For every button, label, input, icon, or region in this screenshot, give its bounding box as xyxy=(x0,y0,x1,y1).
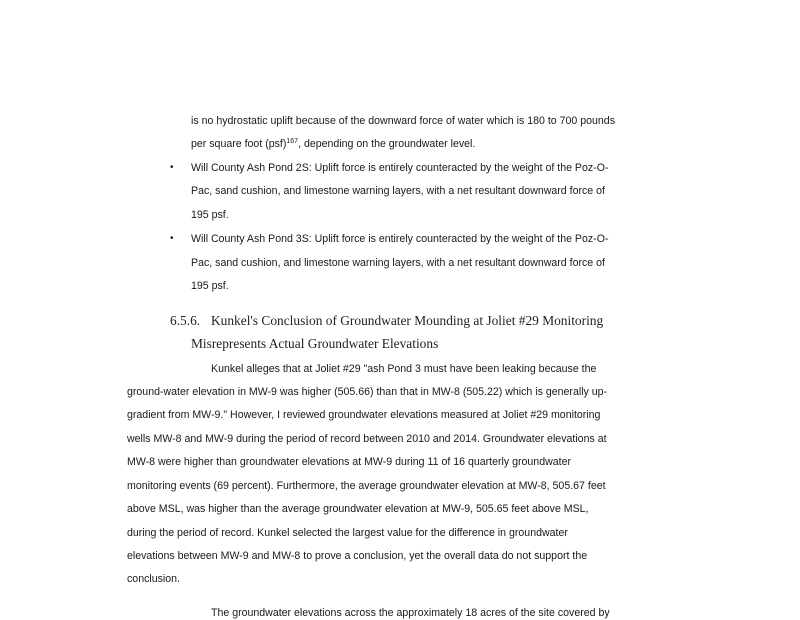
paragraph-1-line-7: above MSL, was higher than the average groundwater elevation at MW-9, 505.65 feet above MSL, xyxy=(127,503,589,515)
bullet-1-line-1: Will County Ash Pond 2S: Uplift force is entirely counteracted by the weight of the Poz-O- xyxy=(191,162,609,174)
paragraph-1-line-4: wells MW-8 and MW-9 during the period of record between 2010 and 2014. Groundwater elevations at xyxy=(127,433,607,445)
paragraph-1-line-2: ground-water elevation in MW-9 was higher (505.66) than that in MW-8 (505.22) which is generally up- xyxy=(127,386,608,398)
paragraph-1-line-8: during the period of record. Kunkel selected the largest value for the difference in groundwater xyxy=(127,527,568,539)
bullet-1-symbol: • xyxy=(170,162,174,173)
intro-line-1: is no hydrostatic uplift because of the downward force of water which is 180 to 700 pounds xyxy=(191,115,615,127)
footnote-ref: 167 xyxy=(286,138,299,145)
section-number: 6.5.6. xyxy=(170,313,201,328)
bullet-1-line-2: Pac, sand cushion, and limestone warning layers, with a net resultant downward force of xyxy=(191,185,605,197)
paragraph-1-line-3: gradient from MW-9." However, I reviewed groundwater elevations measured at Joliet #29 monitoring xyxy=(127,409,601,421)
paragraph-1-line-9: elevations between MW-9 and MW-8 to prove a conclusion, yet the overall data do not support the xyxy=(127,550,588,562)
bullet-1-line-3: 195 psf. xyxy=(191,209,229,221)
paragraph-1-line-1: Kunkel alleges that at Joliet #29 "ash Pond 3 must have been leaking because the xyxy=(211,363,597,375)
paragraph-1-line-5: MW-8 were higher than groundwater elevations at MW-9 during 11 of 16 quarterly groundwater xyxy=(127,456,571,468)
intro-line-2 xyxy=(191,137,475,151)
bullet-2-line-1: Will County Ash Pond 3S: Uplift force is entirely counteracted by the weight of the Poz-O- xyxy=(191,233,609,245)
paragraph-1-line-10: conclusion. xyxy=(127,573,180,585)
section-title-line-1: Kunkel's Conclusion of Groundwater Mounding at Joliet #29 Monitoring xyxy=(211,313,604,328)
paragraph-1-line-6: monitoring events (69 percent). Furthermore, the average groundwater elevation at MW-8, 505.67 feet xyxy=(127,480,606,492)
paragraph-2-line-1: The groundwater elevations across the approximately 18 acres of the site covered by xyxy=(211,607,610,619)
section-title-line-2: Misrepresents Actual Groundwater Elevations xyxy=(191,336,439,351)
intro-line-2-text: per square foot (psf) xyxy=(191,138,287,150)
bullet-2-symbol: • xyxy=(170,233,174,244)
bullet-2-line-3: 195 psf. xyxy=(191,280,229,292)
bullet-2-line-2: Pac, sand cushion, and limestone warning layers, with a net resultant downward force of xyxy=(191,257,605,269)
intro-line-2-rest: , depending on the groundwater level. xyxy=(298,138,476,150)
